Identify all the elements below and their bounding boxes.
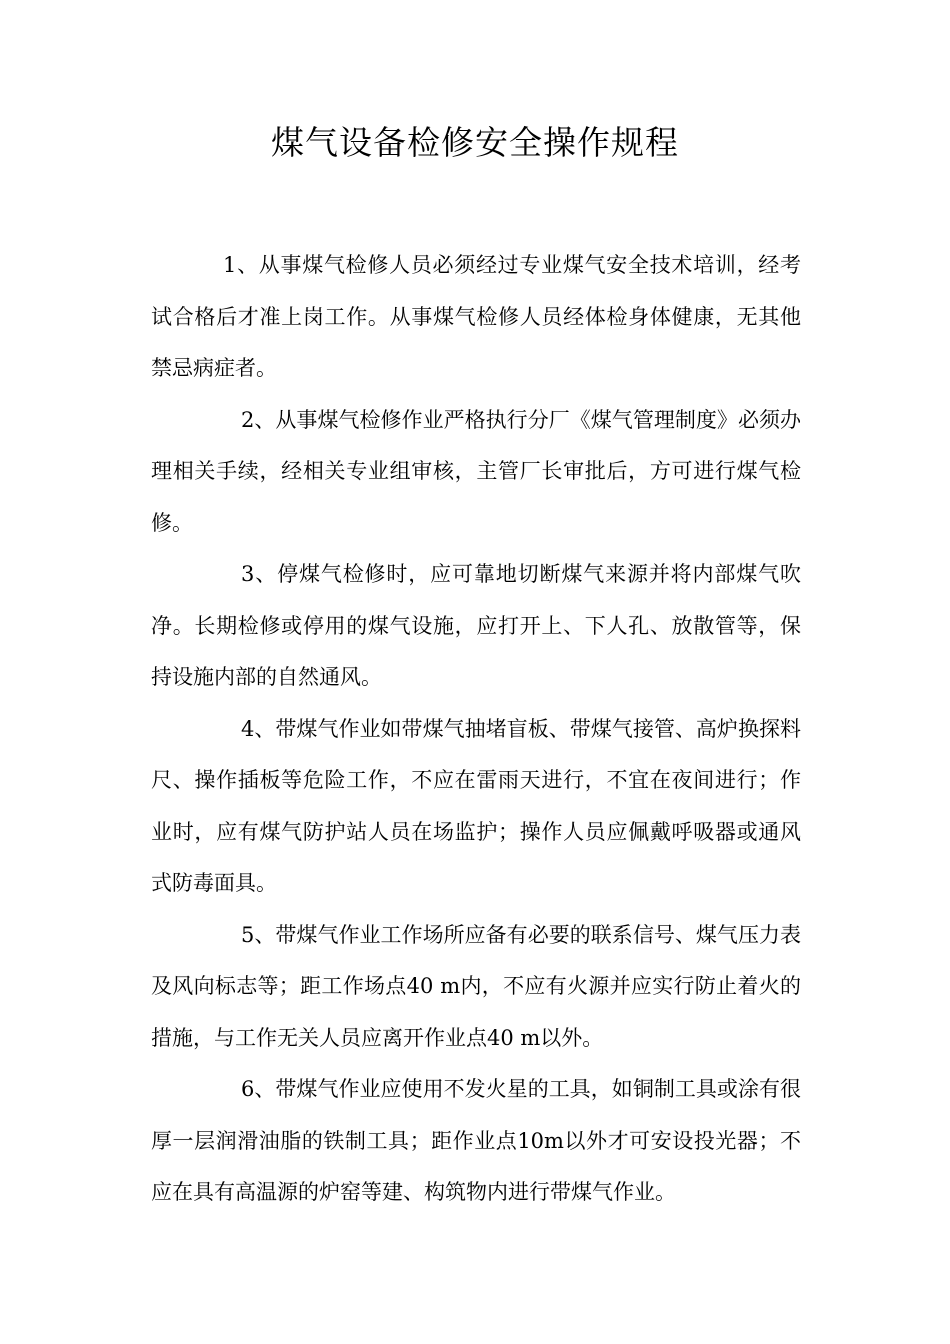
- document-body: [151, 240, 801, 1219]
- paragraph-3: 3、停煤气检修时，应可靠地切断煤气来源并将内部煤气吹净。长期检修或停用的煤气设施，应打开上、下人孔、放散管等，保持设施内部的自然通风。: [151, 562, 801, 689]
- document-title: 煤气设备检修安全操作规程: [271, 123, 679, 162]
- paragraph-2: 2、从事煤气检修作业严格执行分厂《煤气管理制度》必须办理相关手续，经相关专业组审核，主管厂长审批后，方可进行煤气检修。: [151, 407, 801, 535]
- paragraph-6: 6、带煤气作业应使用不发火星的工具，如铜制工具或涂有很厚一层润滑油脂的铁制工具；距作业点10m以外才可安设投光器；不应在具有高温源的炉窑等建、构筑物内进行带煤气作业。: [151, 1077, 801, 1204]
- paragraph-1: 1、从事煤气检修人员必须经过专业煤气安全技术培训，经考试合格后才准上岗工作。从事煤气检修人员经体检身体健康，无其他禁忌病症者。: [151, 253, 801, 380]
- paragraph-5: 5、带煤气作业工作场所应备有必要的联系信号、煤气压力表及风向标志等；距工作场点40 m内，不应有火源并应实行防止着火的措施，与工作无关人员应离开作业点40 m以外。: [151, 922, 801, 1050]
- paragraph-4: 4、带煤气作业如带煤气抽堵盲板、带煤气接管、高炉换探料尺、操作插板等危险工作，不应在雷雨天进行，不宜在夜间进行；作业时，应有煤气防护站人员在场监护；操作人员应佩戴呼吸器或通风式防毒面具。: [151, 716, 801, 895]
